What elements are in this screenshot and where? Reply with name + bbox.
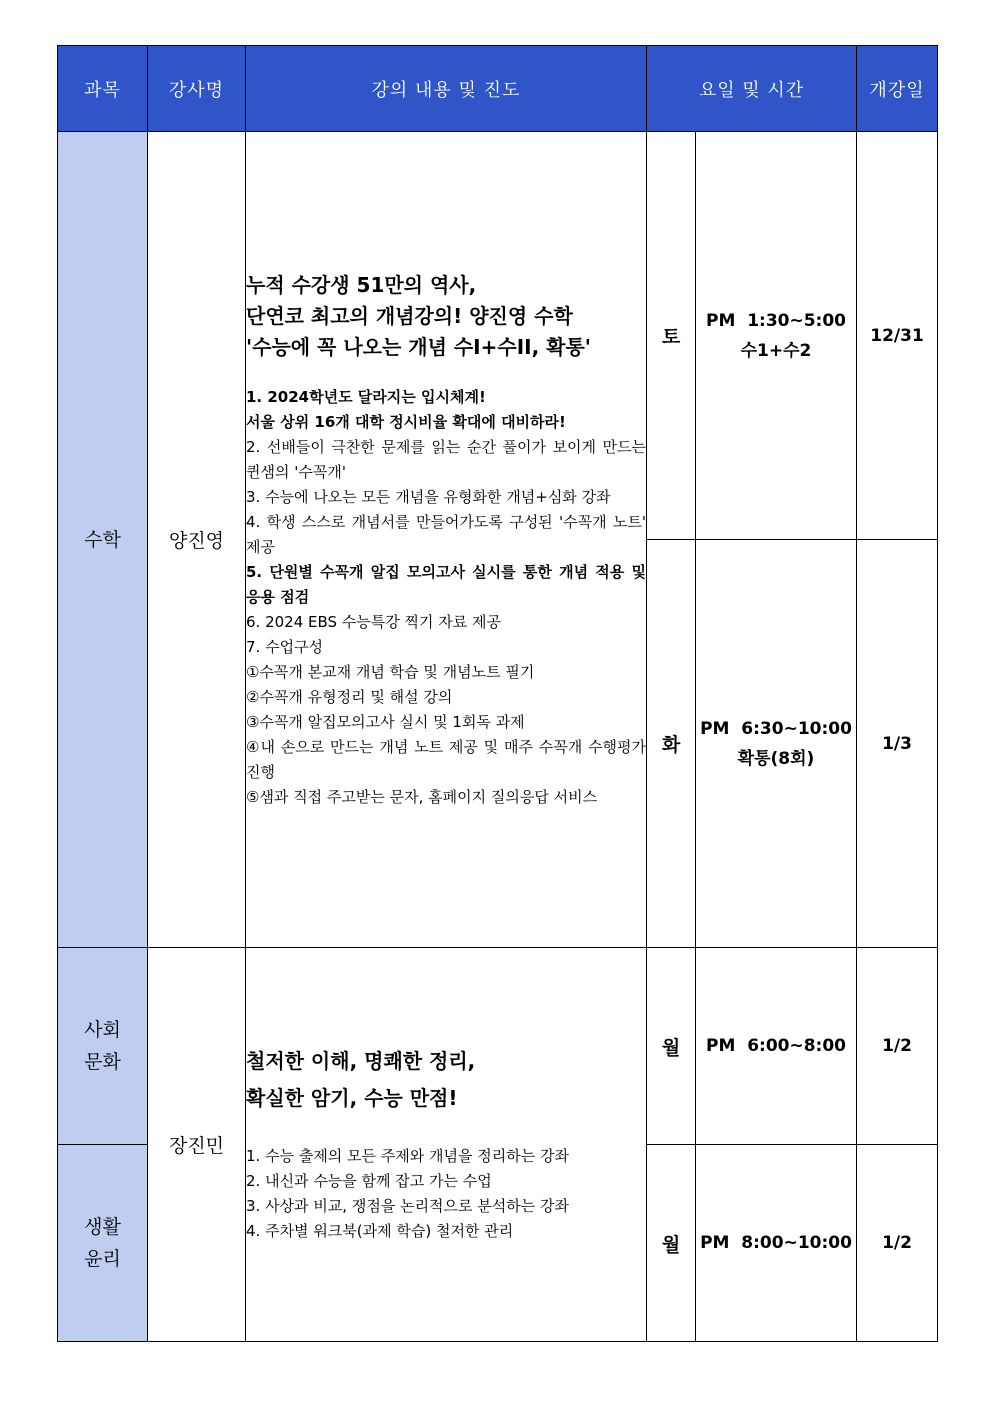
math-session-2-course: 확통(8회) [737,748,815,769]
math-item: 1. 2024학년도 달라지는 입시체계! [246,387,486,406]
math-headline [246,270,646,363]
math-item: ②수꼭개 유형정리 및 해설 강의 [246,687,453,706]
math-content [246,132,647,948]
social-row-1 [58,948,938,1145]
math-session-1-day: 토 [647,132,696,540]
math-session-1-time [696,132,857,540]
social-session-2-open: 1/2 [857,1145,938,1342]
math-items [246,385,646,810]
social-item: 3. 사상과 비교, 쟁점을 논리적으로 분석하는 강좌 [246,1196,569,1215]
math-row-1 [58,132,938,540]
lecture-schedule-table [57,45,938,1342]
social-item: 4. 주차별 워크북(과제 학습) 철저한 관리 [246,1221,514,1240]
math-item: 6. 2024 EBS 수능특강 찍기 자료 제공 [246,612,502,631]
social-subject-1 [58,948,148,1145]
social-session-2-day: 월 [647,1145,696,1342]
math-item: ③수꼭개 알집모의고사 실시 및 1회독 과제 [246,712,525,731]
math-item: ①수꼭개 본교재 개념 학습 및 개념노트 필기 [246,662,535,681]
math-item: 서울 상위 16개 대학 정시비율 확대에 대비하라! [246,412,566,431]
header-teacher: 강사명 [148,46,246,132]
math-item: 3. 수능에 나오는 모든 개념을 유형화한 개념+심화 강좌 [246,487,611,506]
social-headline [246,1046,646,1114]
social-headline-line: 확실한 암기, 수능 만점! [246,1085,458,1110]
header-content: 강의 내용 및 진도 [246,46,647,132]
header-schedule: 요일 및 시간 [647,46,857,132]
subject-line: 생활 [84,1216,121,1238]
math-subject: 수학 [58,132,148,948]
subject-line: 윤리 [84,1248,121,1270]
header-open-date: 개강일 [857,46,938,132]
math-item: 5. 단원별 수꼭개 알집 모의고사 실시를 통한 개념 적용 및 응용 점검 [246,562,646,606]
social-content [246,948,647,1342]
social-session-2-time: PM 8:00~10:00 [696,1145,857,1342]
math-headline-line: 단연코 최고의 개념강의! 양진영 수학 [246,303,573,328]
math-item: ④내 손으로 만드는 개념 노트 제공 및 매주 수꼭개 수행평가 진행 [246,737,646,781]
social-session-1-time: PM 6:00~8:00 [696,948,857,1145]
social-item: 2. 내신과 수능을 함께 잡고 가는 수업 [246,1171,492,1190]
math-session-1-open: 12/31 [857,132,938,540]
math-session-1-course: 수1+수2 [740,340,812,361]
math-item: ⑤샘과 직접 주고받는 문자, 홈페이지 질의응답 서비스 [246,787,598,806]
social-session-1-open: 1/2 [857,948,938,1145]
social-items [246,1144,646,1244]
header-subject: 과목 [58,46,148,132]
social-item: 1. 수능 출제의 모든 주제와 개념을 정리하는 강좌 [246,1146,569,1165]
math-session-2-time [696,540,857,948]
math-item: 7. 수업구성 [246,637,324,656]
social-subject-2 [58,1145,148,1342]
math-session-2-time-text: PM 6:30~10:00 [700,718,852,739]
math-headline-line: '수능에 꼭 나오는 개념 수I+수II, 확통' [246,334,591,359]
subject-line: 사회 [84,1019,121,1041]
subject-line: 문화 [84,1051,121,1073]
social-session-1-day: 월 [647,948,696,1145]
social-teacher: 장진민 [148,948,246,1342]
social-headline-line: 철저한 이해, 명쾌한 정리, [246,1048,476,1073]
math-item: 4. 학생 스스로 개념서를 만들어가도록 구성된 '수꼭개 노트' 제공 [246,512,646,556]
math-teacher: 양진영 [148,132,246,948]
math-item: 2. 선배들이 극찬한 문제를 읽는 순간 풀이가 보이게 만드는 퀸샘의 '수꼭개' [246,437,646,481]
math-session-2-day: 화 [647,540,696,948]
math-session-1-time-text: PM 1:30~5:00 [705,310,847,331]
header-row [58,46,938,132]
math-session-2-open: 1/3 [857,540,938,948]
math-headline-line: 누적 수강생 51만의 역사, [246,272,477,297]
